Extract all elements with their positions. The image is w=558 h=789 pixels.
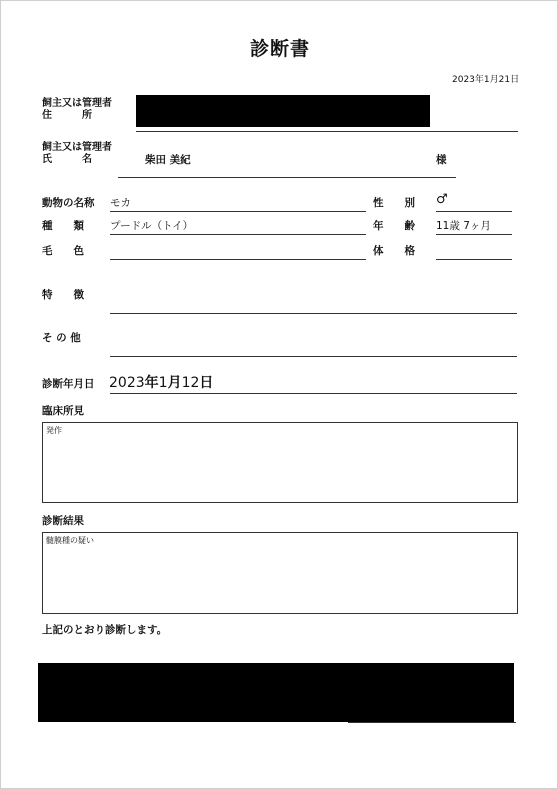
signature-underline: [348, 722, 516, 723]
honorific: 様: [436, 154, 447, 166]
other-underline: [110, 356, 517, 357]
owner-name-underline: [118, 177, 456, 178]
diagnosis-date-label: 診断年月日: [42, 378, 95, 390]
diagnosis-date-month: 1: [158, 375, 168, 391]
diagnosis-date-value: [109, 372, 213, 392]
owner-name-label: [42, 142, 112, 166]
redacted-address: [136, 95, 430, 127]
diagnosis-result-text: 髄膜種の疑い: [46, 536, 94, 545]
sex-label: 性 別: [373, 197, 415, 209]
coat-label: 毛 色: [42, 245, 84, 257]
other-label: そ の 他: [42, 332, 81, 344]
owner-address-label-line1: 飼主又は管理者: [42, 98, 112, 109]
redacted-clinic-block: [38, 663, 514, 722]
owner-address-label-line2: 住 所: [42, 110, 92, 121]
features-label: 特 徴: [42, 289, 84, 301]
issue-date: 2023年1月21日: [452, 75, 520, 85]
animal-name-value: モカ: [110, 197, 131, 209]
age-underline: [436, 234, 512, 235]
features-underline: [110, 313, 517, 314]
owner-name-label-line2: 氏 名: [42, 154, 92, 165]
document-title: 診断書: [250, 38, 311, 60]
coat-underline: [110, 259, 366, 260]
clinical-findings-label: 臨床所見: [42, 405, 84, 417]
breed-label: 種 類: [42, 220, 84, 232]
animal-name-label: 動物の名称: [42, 197, 95, 209]
address-underline: [136, 131, 518, 132]
build-underline: [436, 259, 512, 260]
clinical-findings-box: [42, 422, 518, 503]
diagnosis-date-year-unit: 年: [144, 375, 159, 391]
owner-name-label-line1: 飼主又は管理者: [42, 142, 112, 153]
diagnosis-date-day: 12: [181, 375, 200, 391]
owner-address-label: [42, 98, 112, 122]
owner-name-value: 柴田 美紀: [145, 154, 191, 166]
diagnosis-date-year: 2023: [109, 375, 145, 391]
diagnosis-result-label: 診断結果: [42, 515, 84, 527]
breed-value: プードル（トイ）: [110, 220, 194, 232]
closing-statement: 上記のとおり診断します。: [42, 624, 168, 636]
age-value: 11歳 7ヶ月: [436, 220, 491, 232]
sex-underline: [436, 211, 512, 212]
diagnosis-date-underline: [110, 393, 517, 394]
clinical-findings-text: 発作: [46, 426, 62, 435]
animal-name-underline: [110, 211, 366, 212]
diagnosis-result-box: [42, 532, 518, 614]
diagnosis-date-day-unit: 日: [199, 375, 214, 391]
age-label: 年 齢: [373, 220, 415, 232]
diagnosis-date-month-unit: 月: [167, 375, 182, 391]
breed-underline: [110, 234, 366, 235]
sex-value: ♂: [436, 192, 448, 207]
build-label: 体 格: [373, 245, 415, 257]
